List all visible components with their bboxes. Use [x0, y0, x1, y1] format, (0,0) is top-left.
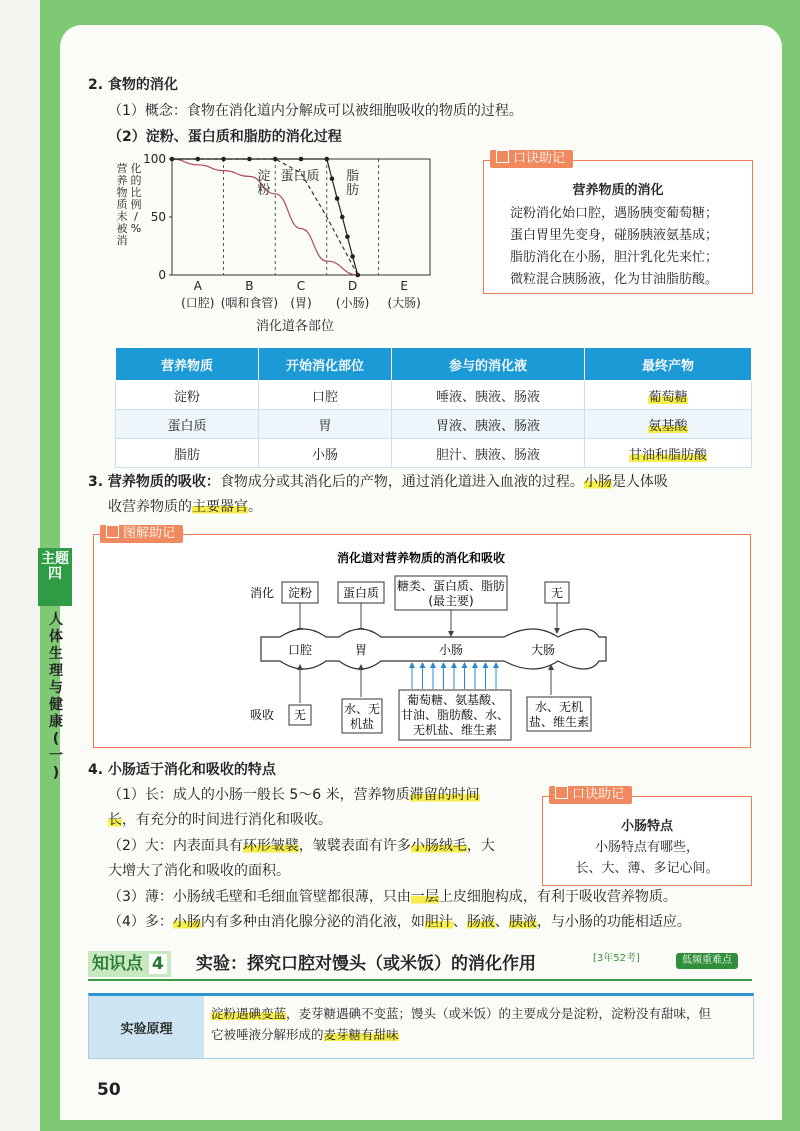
diagram-digest-label: 糖类、蛋白质、脂肪	[396, 579, 506, 593]
chart-ylabel-char: 例	[130, 198, 142, 211]
diagram-absorb-label: 无	[293, 708, 307, 722]
table-cell	[585, 410, 752, 439]
s4-highlight: 胆汁	[424, 914, 453, 930]
diagram-digest-label: (最主要)	[428, 594, 474, 608]
s4-text: （2）大：内表面具有	[108, 838, 243, 854]
chart-ylabel-char: 化	[130, 162, 142, 175]
side-text-char: 理	[49, 663, 63, 679]
s4-text: （3）薄：小肠绒毛壁和毛细血管壁都很薄，只由	[108, 889, 411, 905]
concept-label: （1）概念：	[108, 103, 187, 119]
chart-ylabel-char: /	[134, 210, 138, 223]
memo-tag-3	[549, 786, 632, 804]
chart-series-point	[350, 254, 355, 259]
diagram-absorb-label: 水、无机	[534, 700, 584, 714]
memo3-lines	[543, 837, 751, 879]
knowledge-point-label-box	[88, 951, 171, 977]
chart-series-point	[325, 157, 330, 162]
diagram-label-absorb: 吸收	[250, 708, 275, 722]
chart-series-label: 粉	[257, 182, 271, 198]
chart-ylabel-char: 被	[116, 222, 128, 235]
table-cell-highlight: 甘油和脂肪酸	[628, 447, 707, 463]
chart-ylabel-char: %	[130, 222, 142, 235]
chart-ytick-label: 0	[158, 268, 166, 282]
table-cell: 唾液、胰液、肠液	[392, 381, 585, 410]
chart-ylabel-char: 物	[116, 186, 128, 199]
memo1-line: 微粒混合胰肠液，化为甘油脂肪酸。	[510, 272, 719, 287]
s4-text: 上皮细胞构成，有利于吸收营养物质。	[438, 889, 677, 905]
chart-ylabel-char: 营	[116, 162, 128, 175]
kp-exam-count: [3年52考]	[593, 953, 640, 964]
chart-ytick-label: 50	[150, 210, 166, 224]
diagram-label-digest: 消化	[250, 586, 275, 600]
side-text-char: 生	[49, 646, 63, 662]
chart-category-letter: E	[400, 279, 408, 293]
chart-series-point	[196, 157, 201, 162]
chapter-side-tab	[38, 548, 72, 606]
page-number: 50	[97, 1080, 121, 1100]
chart-category-letter: A	[193, 279, 202, 293]
kp-underline	[88, 979, 752, 981]
s3-text: 是人体吸	[611, 474, 668, 490]
memo-tag-1	[490, 150, 573, 168]
s4-text: ，与小肠的功能相适应。	[536, 914, 691, 930]
s3-highlight: 主要器官	[192, 499, 248, 515]
s3-highlight: 小肠	[583, 474, 612, 490]
table-cell: 蛋白质	[116, 410, 259, 439]
chart-series-label: 淀	[257, 168, 271, 184]
kp-label: 知识点	[92, 954, 143, 974]
table-header: 营养物质	[116, 348, 259, 381]
table-cell: 脂肪	[116, 439, 259, 468]
side-text-char: 人	[49, 612, 63, 628]
table-cell: 胃液、胰液、肠液	[392, 410, 585, 439]
memo-pencil-icon	[555, 786, 568, 799]
chart-series-point	[221, 157, 226, 162]
organ-mouth: 口腔	[287, 643, 313, 657]
side-text-char: 健	[49, 697, 63, 713]
kp-number: 4	[149, 954, 167, 974]
side-tab-bottom: 四	[48, 566, 62, 582]
table-cell: 淀粉	[116, 381, 259, 410]
chart-ylabel-char: 养	[116, 174, 128, 187]
chart-series-point	[345, 234, 350, 239]
s4-highlight: 滞留的时间	[409, 787, 480, 803]
s4-line	[108, 887, 677, 907]
table-header: 开始消化部位	[259, 348, 392, 381]
side-text-char: 与	[49, 680, 63, 696]
chart-series-point	[273, 157, 278, 162]
diagram-absorb-label: 葡萄糖、氨基酸、	[406, 693, 504, 707]
chart-ylabel-char: 未	[116, 210, 128, 223]
kp-title: 实验：探究口腔对馒头（或米饭）的消化作用	[196, 954, 536, 974]
table-row	[116, 439, 752, 468]
table-row	[116, 381, 752, 410]
chart-ylabel-char: 消	[116, 234, 128, 247]
memo1-line: 蛋白胃里先变身，碰肠胰液氨基成；	[510, 228, 719, 243]
side-text-char: 体	[49, 629, 63, 645]
memo1-lines	[510, 203, 718, 291]
knowledge-point-4-header	[88, 949, 752, 981]
kp-difficulty-badge: 低频重难点	[676, 953, 738, 969]
side-text-char: 一	[49, 748, 63, 764]
memo3-line: 小肠特点有哪些，	[594, 840, 699, 855]
memo1-title: 营养物质的消化	[572, 183, 664, 198]
s3-text: 食物成分或其消化后的产物，通过消化道进入血液的过程。	[219, 474, 584, 490]
chart-category-name: (口腔)	[181, 296, 215, 310]
chart-series-point	[330, 176, 335, 181]
chapter-side-text	[44, 612, 68, 782]
experiment-label: 实验原理	[89, 996, 204, 1058]
s4-highlight: 长	[108, 812, 122, 828]
diagram-digest-label: 蛋白质	[342, 586, 380, 600]
s4-highlight: 环形皱襞	[242, 838, 299, 854]
chart-category-name: (小肠)	[335, 296, 370, 310]
table-cell	[585, 381, 752, 410]
diagram-absorb-label: 机盐	[349, 717, 375, 731]
s4-highlight: 小肠	[172, 914, 201, 930]
diagram-title: 消化道对营养物质的消化和吸收	[336, 551, 506, 565]
table-cell-highlight: 氨基酸	[648, 418, 688, 434]
organ-stomach: 胃	[354, 643, 368, 657]
experiment-principle-table	[88, 993, 754, 1059]
chart-ytick-label: 100	[143, 152, 166, 166]
diagram-absorb-label: 甘油、脂肪酸、水、	[400, 708, 510, 722]
s4-highlight: 一层	[410, 889, 439, 905]
s4-text: （4）多：	[108, 914, 173, 930]
s4-line	[108, 785, 480, 805]
chart-category-letter: C	[296, 279, 306, 293]
experiment-text	[211, 1003, 711, 1045]
s3-text: 收营养物质的	[108, 499, 192, 515]
chart-series-point	[247, 157, 252, 162]
absorption-arrows	[412, 665, 496, 689]
concept-text: 食物在消化道内分解成可以被细胞吸收的物质的过程。	[186, 103, 523, 119]
s3-text: 。	[248, 499, 262, 515]
diagram-digest-label: 淀粉	[287, 586, 313, 600]
table-row	[116, 410, 752, 439]
chart-ylabel-char: 比	[130, 186, 142, 199]
experiment-line: 它被唾液分解形成的	[211, 1027, 324, 1042]
chart-xlabel: 消化道各部位	[255, 319, 335, 334]
sub2-title: （2）淀粉、蛋白质和脂肪的消化过程	[108, 129, 342, 145]
s4-line	[108, 912, 691, 932]
section-3-line1	[88, 472, 668, 492]
s4-line	[108, 836, 495, 856]
memo3-line: 长、大、薄、多记心间。	[575, 861, 719, 876]
chart-category-name: (胃)	[290, 296, 312, 310]
s4-highlight: 胰液	[508, 914, 537, 930]
s4-text: ，大	[466, 838, 495, 854]
chart-series-point	[299, 157, 304, 162]
s4-text: ，皱襞表面有许多	[298, 838, 411, 854]
s4-highlight: 小肠绒毛	[410, 838, 467, 854]
table-header: 最终产物	[585, 348, 752, 381]
diagram-absorb-label: 水、无	[343, 702, 381, 716]
section-3-title: 3. 营养物质的吸收：	[88, 474, 220, 490]
chart-ylabel-char: 的	[130, 174, 142, 187]
diagram-absorb-label: 无机盐、维生素	[412, 723, 498, 737]
chart-series-label: 蛋白质	[280, 168, 320, 184]
diagram-digest-label: 无	[550, 586, 564, 600]
chart-series-point	[340, 215, 345, 220]
section-4-title: 4. 小肠适于消化和吸收的特点	[88, 762, 276, 778]
table-header-row	[116, 348, 752, 381]
memo1-line: 脂肪消化在小肠，胆汁乳化先来忙；	[510, 250, 719, 265]
memo-tag-3-label: 口诀助记	[572, 787, 625, 802]
side-text-char: 康	[49, 714, 63, 730]
diagram-absorb-label: 盐、维生素	[528, 715, 590, 729]
table-cell: 小肠	[259, 439, 392, 468]
s4-highlight: 肠液	[466, 914, 495, 930]
experiment-line: ，麦芽糖遇碘不变蓝；馒头（或米饭）的主要成分是淀粉，淀粉没有甜味，但	[286, 1006, 712, 1021]
chart-series-point	[335, 196, 340, 201]
memo-tag-2-label: 图解助记	[123, 526, 176, 541]
s4-line	[108, 810, 332, 830]
section-3-line2	[108, 497, 262, 517]
s4-text: 内有多种由消化腺分泌的消化液，如	[200, 914, 425, 930]
side-tab-top: 主题	[41, 551, 69, 567]
chart-ylabel-char: 质	[116, 198, 128, 211]
chart-series-point	[170, 157, 175, 162]
chart-series-point	[355, 273, 360, 278]
digestion-chart	[110, 150, 440, 340]
side-text-char: (	[52, 731, 60, 747]
table-cell-highlight: 葡萄糖	[648, 389, 688, 405]
chart-series-label: 脂	[346, 168, 360, 184]
organ-small-intestine: 小肠	[438, 643, 464, 657]
s4-line: 大增大了消化和吸收的面积。	[108, 863, 290, 879]
table-cell: 胆汁、胰液、肠液	[392, 439, 585, 468]
table-cell: 口腔	[259, 381, 392, 410]
memo1-line: 淀粉消化始口腔，遇肠胰变葡萄糖；	[510, 206, 719, 221]
s4-text: 、	[452, 914, 467, 930]
chart-series-label: 肪	[346, 182, 360, 198]
concept-line	[108, 101, 523, 121]
organ-large-intestine: 大肠	[530, 643, 556, 657]
chart-category-letter: D	[347, 279, 358, 293]
memo3-title: 小肠特点	[620, 819, 673, 834]
section-2-title: 2. 食物的消化	[88, 77, 178, 93]
experiment-highlight: 淀粉遇碘变蓝	[211, 1006, 287, 1021]
memo-tag-1-label: 口诀助记	[513, 151, 566, 166]
digestion-absorption-diagram	[94, 535, 748, 745]
experiment-highlight: 麦芽糖有甜味	[323, 1027, 399, 1042]
s4-text: （1）长：成人的小肠一般长 5～6 米，营养物质	[108, 787, 410, 803]
table-cell: 胃	[259, 410, 392, 439]
nutrient-digestion-table	[115, 347, 752, 468]
chart-category-name: (大肠)	[387, 296, 421, 310]
memo-box-small-intestine	[542, 787, 752, 886]
table-cell	[585, 439, 752, 468]
chart-category-letter: B	[245, 279, 254, 293]
memo-pencil-icon	[496, 150, 509, 163]
s4-text: 、	[494, 914, 509, 930]
s4-text: ，有充分的时间进行消化和吸收。	[122, 812, 332, 828]
side-text-char: )	[52, 765, 60, 781]
memo-box-digestion	[483, 151, 753, 294]
chart-category-name: (咽和食管)	[220, 296, 279, 310]
table-header: 参与的消化液	[392, 348, 585, 381]
